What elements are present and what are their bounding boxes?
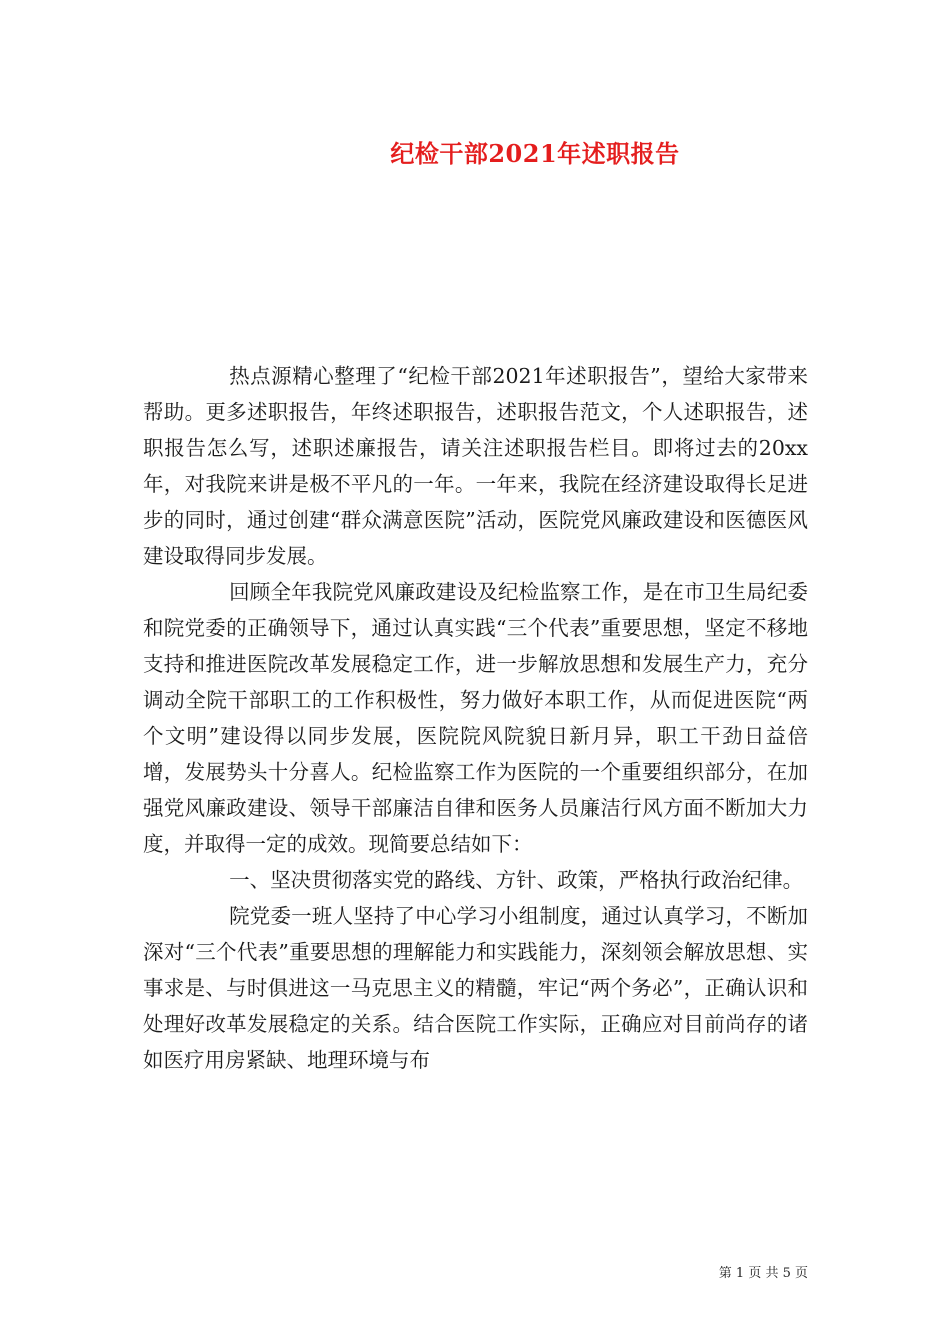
- document-title: 纪检干部2021年述职报告: [390, 139, 680, 168]
- paragraph-intro: 热点源精心整理了“纪检干部2021年述职报告”，望给大家带来帮助。更多述职报告，年终述职报告，述职报告范文，个人述职报告，述职报告怎么写，述职述廉报告，请关注述职报告栏目。即将过去的20xx年，对我院来讲是极不平凡的一年。一年来，我院在经济建设取得长足进步的同时，通过创建“群众满意医院”活动，医院党风廉政建设和医德医风建设取得同步发展。: [143, 364, 808, 568]
- paragraph-review: 回顾全年我院党风廉政建设及纪检监察工作，是在市卫生局纪委和院党委的正确领导下，通过认真实践“三个代表”重要思想，坚定不移地支持和推进医院改革发展稳定工作，进一步解放思想和发展生产力，充分调动全院干部职工的工作积极性，努力做好本职工作，从而促进医院“两个文明”建设得以同步发展，医院院风院貌日新月异，职工干劲日益倍增，发展势头十分喜人。纪检监察工作为医院的一个重要组织部分，在加强党风廉政建设、领导干部廉洁自律和医务人员廉洁行风方面不断加大力度，并取得一定的成效。现简要总结如下：: [143, 580, 808, 856]
- paragraph-party-committee: 院党委一班人坚持了中心学习小组制度，通过认真学习，不断加深对“三个代表”重要思想的理解能力和实践能力，深刻领会解放思想、实事求是、与时俱进这一马克思主义的精髓，牢记“两个务必”，正确认识和处理好改革发展稳定的关系。结合医院工作实际，正确应对目前尚存的诸如医疗用房紧缺、地理环境与布: [143, 904, 808, 1072]
- document-body: [143, 358, 808, 1078]
- page-number: 第 1 页 共 5 页: [718, 1266, 808, 1281]
- section-heading-1: 一、坚决贯彻落实党的路线、方针、政策，严格执行政治纪律。: [229, 868, 804, 892]
